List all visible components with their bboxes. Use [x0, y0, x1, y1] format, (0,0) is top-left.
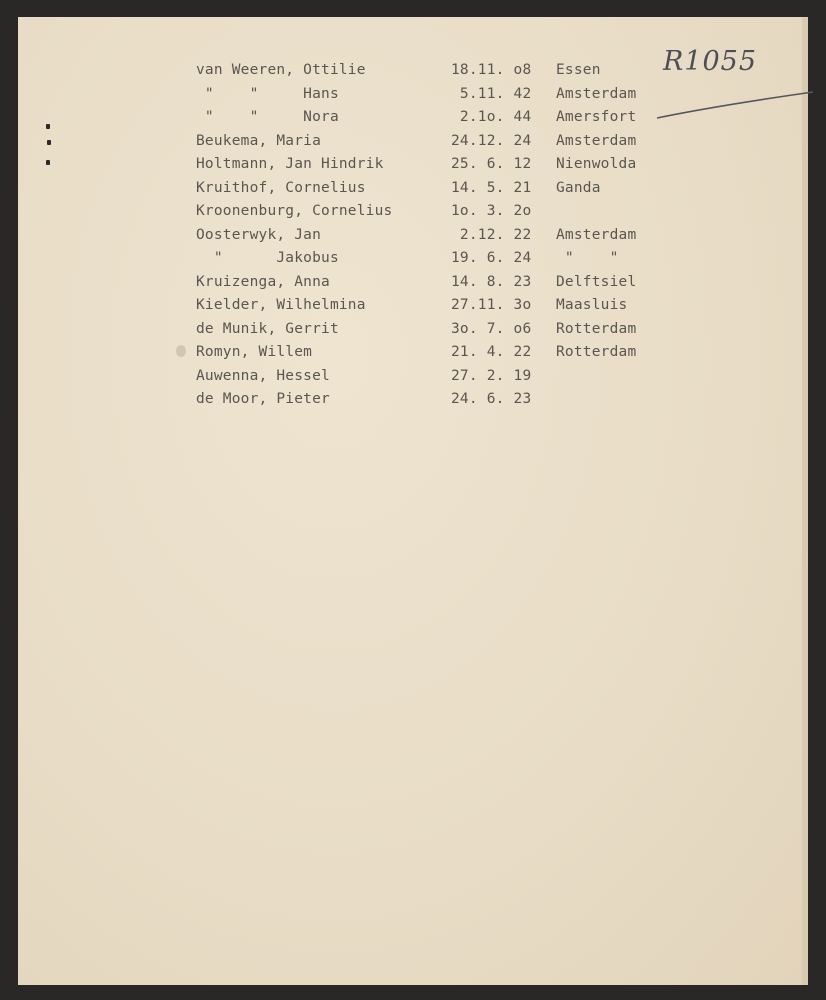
record-name: " " Nora — [196, 109, 339, 125]
record-date: 18.11. o8 — [451, 62, 532, 78]
record-name: de Moor, Pieter — [196, 391, 330, 407]
record-name: " " Hans — [196, 85, 339, 102]
record-name: Auwenna, Hessel — [196, 367, 330, 384]
handwritten-note: R1055 — [663, 46, 758, 77]
record-date: 21. 4. 22 — [451, 344, 532, 360]
record-date: 1o. 3. 2o — [451, 203, 532, 219]
record-name: Romyn, Willem — [196, 344, 313, 360]
record-name: Beukema, Maria — [196, 132, 322, 149]
record-date: 24.12. 24 — [451, 132, 532, 149]
record-place: Amsterdam — [556, 226, 637, 243]
record-date: 5.11. 42 — [451, 85, 532, 102]
record-name: " Jakobus — [196, 250, 339, 266]
record-date: 2.12. 22 — [451, 226, 532, 243]
record-place: Essen — [556, 62, 601, 78]
record-date: 2.1o. 44 — [451, 109, 532, 125]
record-name: Oosterwyk, Jan — [196, 226, 322, 243]
record-name: de Munik, Gerrit — [196, 320, 339, 337]
record-place: Delftsiel — [556, 273, 637, 290]
record-place: Amsterdam — [556, 85, 637, 102]
pencil-line — [655, 90, 815, 120]
record-name: Kielder, Wilhelmina — [196, 297, 366, 313]
record-date: 19. 6. 24 — [451, 250, 532, 266]
record-date: 25. 6. 12 — [451, 156, 532, 172]
record-date: 27. 2. 19 — [451, 367, 532, 384]
record-date: 14. 8. 23 — [451, 273, 532, 290]
record-place: Rotterdam — [556, 344, 637, 360]
record-place: " " — [556, 250, 619, 266]
record-date: 14. 5. 21 — [451, 179, 532, 196]
record-place: Maasluis — [556, 297, 628, 313]
record-name: Kroonenburg, Cornelius — [196, 203, 393, 219]
record-place: Rotterdam — [556, 320, 637, 337]
record-place: Amsterdam — [556, 132, 637, 149]
record-place: Amersfort — [556, 109, 637, 125]
record-date: 24. 6. 23 — [451, 391, 532, 407]
record-date: 27.11. 3o — [451, 297, 532, 313]
record-name: Holtmann, Jan Hindrik — [196, 156, 384, 172]
record-name: Kruithof, Cornelius — [196, 179, 366, 196]
record-name: Kruizenga, Anna — [196, 273, 330, 290]
record-place: Ganda — [556, 179, 601, 196]
record-place: Nienwolda — [556, 156, 637, 172]
record-name: van Weeren, Ottilie — [196, 62, 366, 78]
record-date: 3o. 7. o6 — [451, 320, 532, 337]
